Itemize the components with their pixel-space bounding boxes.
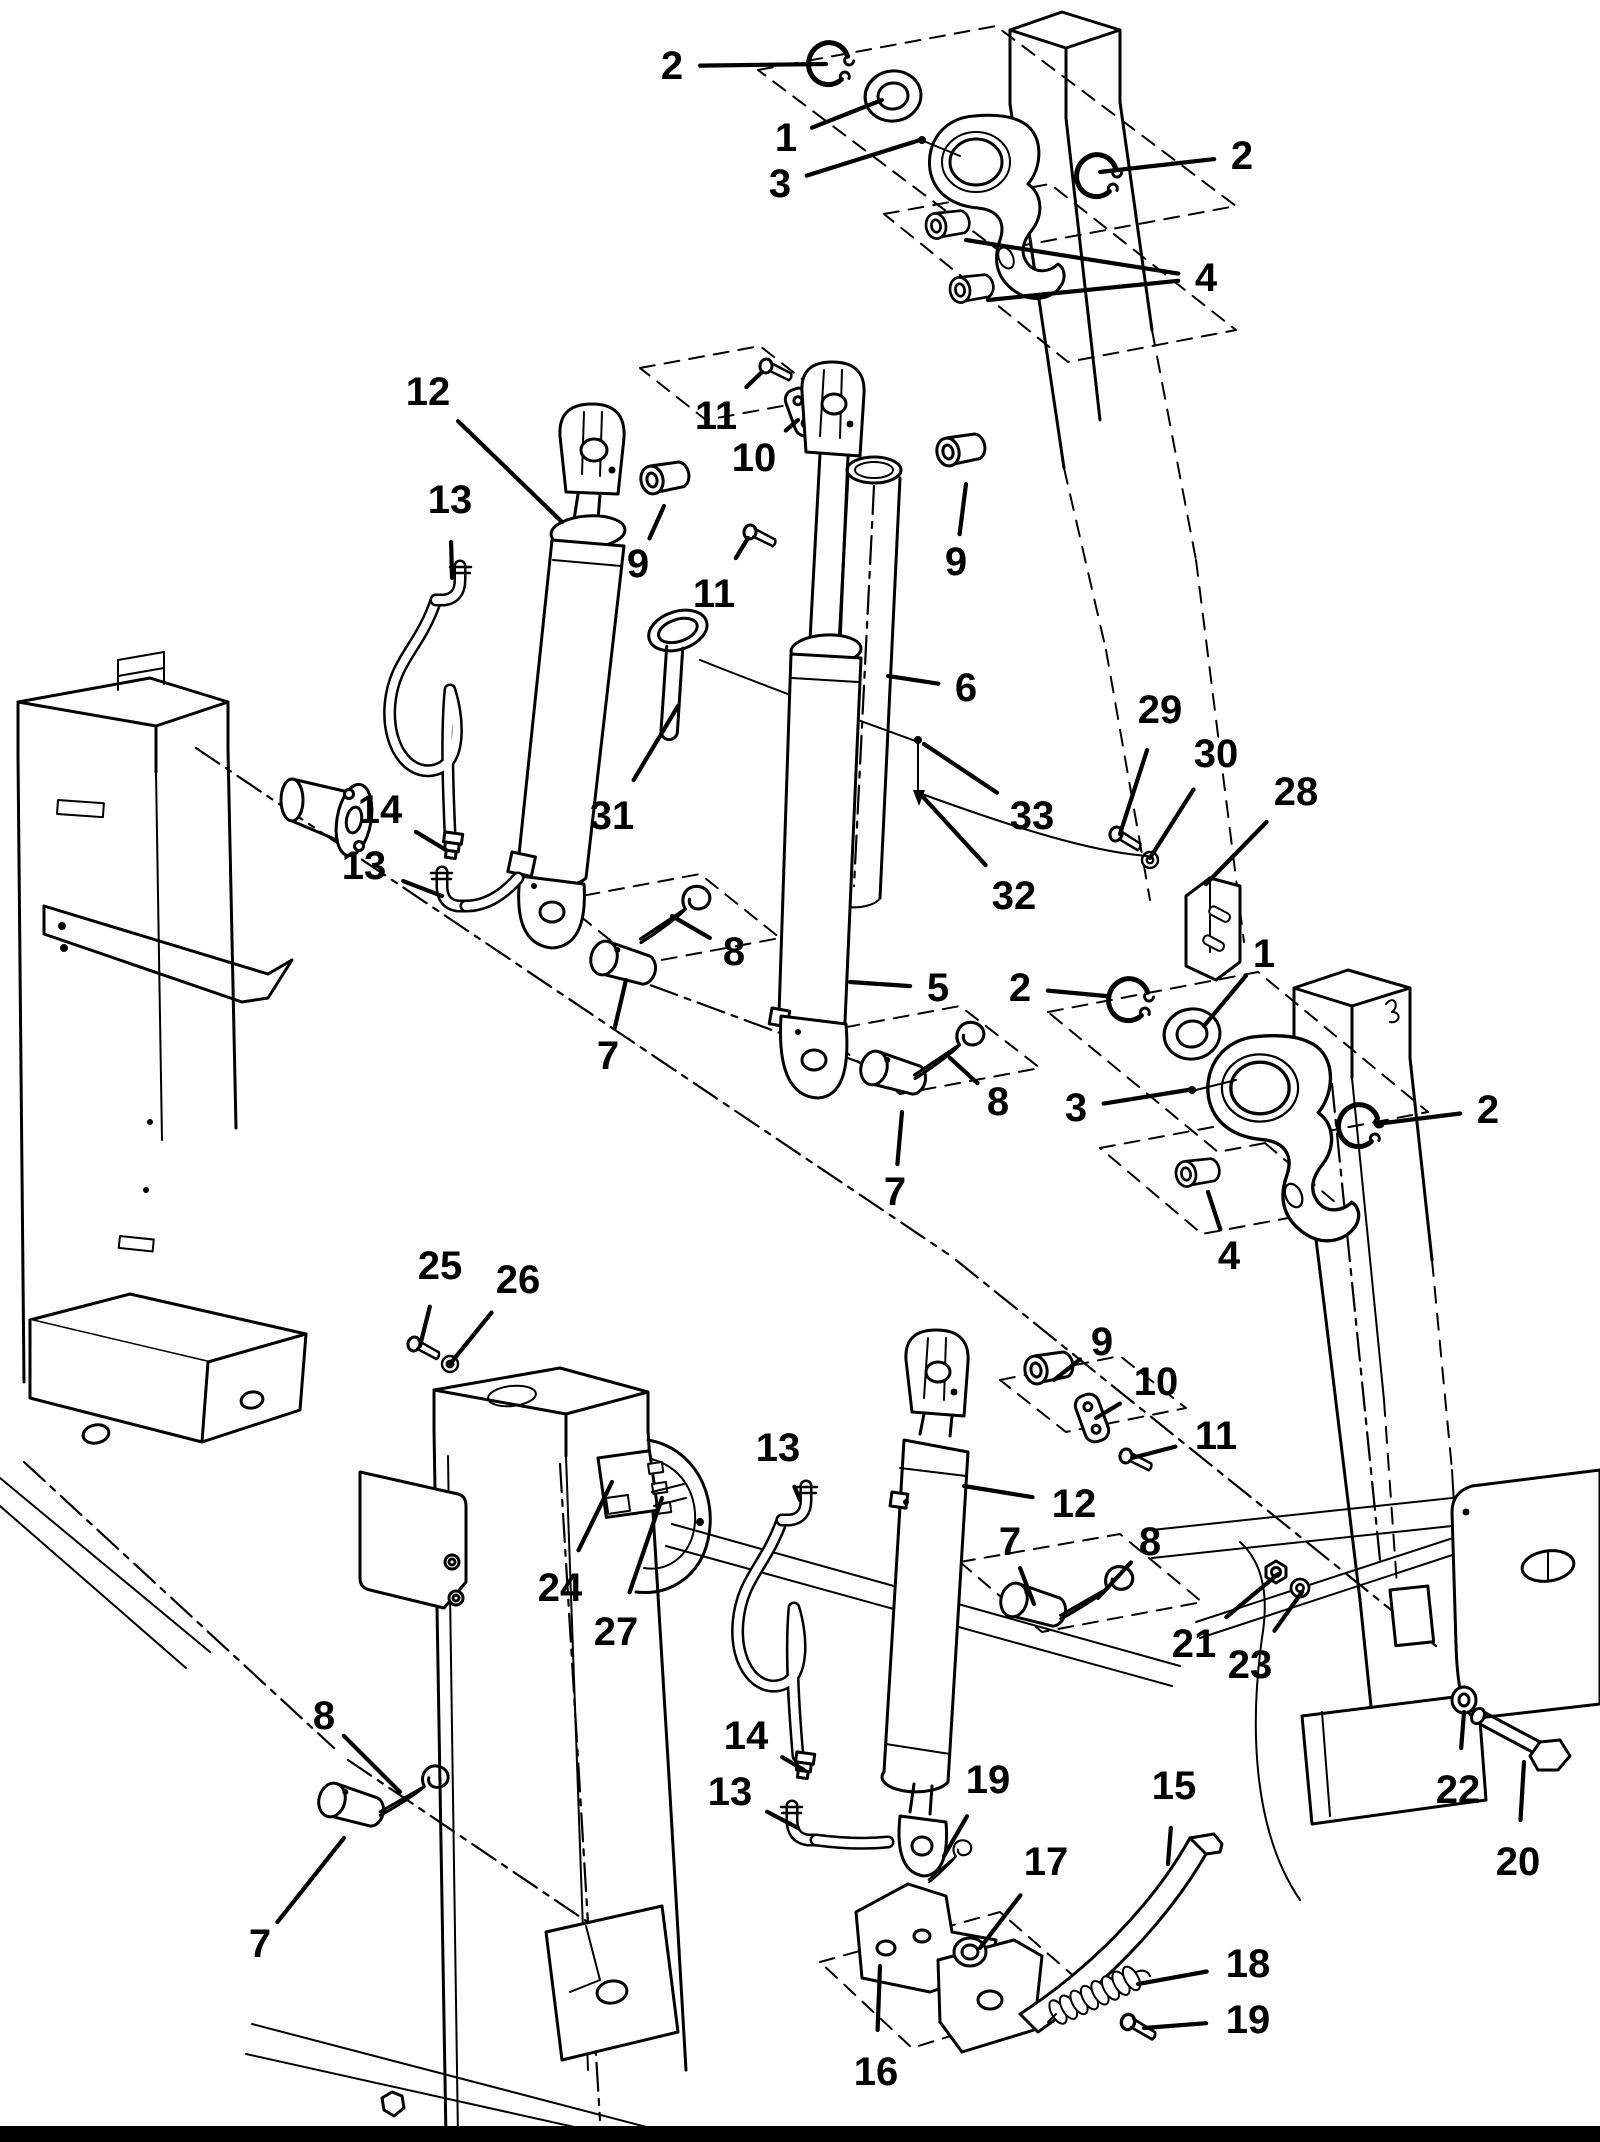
callout-2 bbox=[1100, 134, 1253, 178]
callout-3 bbox=[1065, 1086, 1188, 1130]
cylinder-lower bbox=[882, 1330, 968, 1876]
snap-ring bbox=[1072, 150, 1125, 202]
callout-2 bbox=[1009, 966, 1106, 1010]
mast-top-right bbox=[1010, 12, 1152, 468]
callout-number: 13 bbox=[707, 1770, 753, 1814]
callout-number: 9 bbox=[626, 542, 650, 586]
page-edge-bar bbox=[0, 2126, 1600, 2142]
callout-4 bbox=[1208, 1192, 1241, 1278]
callout-24 bbox=[538, 1482, 612, 1610]
callout-number: 18 bbox=[1225, 1942, 1271, 1986]
callout-7 bbox=[249, 1838, 344, 1966]
cotter-pin-8 bbox=[908, 1021, 988, 1079]
bushing-right bbox=[1174, 1156, 1221, 1188]
callout-number: 2 bbox=[1008, 966, 1032, 1010]
callout-number: 8 bbox=[1138, 1520, 1162, 1564]
pin-7 bbox=[587, 938, 659, 987]
screw-25 bbox=[406, 1336, 442, 1359]
callout-number: 1 bbox=[774, 116, 798, 160]
washer-22 bbox=[1452, 1687, 1476, 1713]
callout-number: 29 bbox=[1137, 688, 1183, 732]
bushing-9 bbox=[934, 431, 987, 468]
callout-number: 22 bbox=[1435, 1768, 1481, 1812]
retainer-bracket bbox=[1186, 878, 1240, 980]
callout-number: 8 bbox=[986, 1080, 1010, 1124]
callout-number: 1 bbox=[1252, 932, 1276, 976]
callout-number: 11 bbox=[1194, 1414, 1238, 1458]
grommet-17 bbox=[954, 1938, 986, 1966]
callout-number: 6 bbox=[954, 666, 978, 710]
callout-number: 10 bbox=[731, 436, 777, 480]
callout-27 bbox=[594, 1498, 662, 1654]
callout-25 bbox=[418, 1244, 463, 1346]
keeper-plate-10 bbox=[1073, 1391, 1112, 1444]
bushing-9 bbox=[638, 459, 691, 496]
callout-2 bbox=[1376, 1088, 1499, 1132]
callout-number: 19 bbox=[965, 1758, 1011, 1802]
callout-number: 8 bbox=[722, 930, 746, 974]
callout-number: 9 bbox=[944, 540, 968, 584]
callout-10 bbox=[1096, 1360, 1178, 1418]
callout-number: 12 bbox=[1051, 1482, 1097, 1526]
cotter-pin-8 bbox=[1058, 1566, 1136, 1619]
straight-fitting bbox=[441, 832, 462, 859]
callout-13 bbox=[342, 844, 442, 896]
callout-number: 11 bbox=[694, 394, 738, 438]
callout-6 bbox=[888, 666, 977, 710]
callout-number: 25 bbox=[417, 1244, 463, 1288]
callout-7 bbox=[597, 980, 626, 1078]
callout-9 bbox=[945, 484, 967, 584]
callout-number: 16 bbox=[853, 2050, 899, 2094]
callout-number: 24 bbox=[537, 1566, 583, 1610]
callout-number: 4 bbox=[1194, 256, 1218, 300]
frame-plate-right bbox=[1452, 1470, 1600, 1718]
callout-5 bbox=[850, 966, 949, 1010]
callout-number: 30 bbox=[1193, 732, 1239, 776]
callout-number: 23 bbox=[1227, 1643, 1273, 1687]
callout-number: 2 bbox=[1230, 134, 1254, 178]
bushing-pair-top bbox=[924, 208, 995, 304]
callout-8 bbox=[313, 1694, 400, 1792]
callout-28 bbox=[1206, 770, 1318, 884]
callout-9 bbox=[627, 506, 664, 586]
snap-ring bbox=[1334, 1100, 1387, 1152]
linkage-bracket-16 bbox=[856, 1884, 1042, 2052]
callout-number: 5 bbox=[926, 966, 950, 1010]
mast-upper-left bbox=[18, 652, 306, 1446]
callout-number: 20 bbox=[1495, 1840, 1541, 1884]
callout-number: 19 bbox=[1225, 1998, 1271, 2042]
elbow-fitting bbox=[781, 1806, 888, 1843]
callout-number: 12 bbox=[405, 370, 451, 414]
callout-8 bbox=[950, 1058, 1009, 1124]
callout-number: 21 bbox=[1171, 1622, 1217, 1666]
callout-12 bbox=[964, 1482, 1096, 1526]
callout-11 bbox=[695, 372, 762, 438]
callout-number: 8 bbox=[312, 1694, 336, 1738]
callout-number: 27 bbox=[593, 1610, 639, 1654]
callout-7 bbox=[884, 1112, 906, 1214]
callout-number: 7 bbox=[596, 1034, 620, 1078]
pivot-bracket-top bbox=[929, 115, 1064, 298]
lanyard-cable bbox=[700, 660, 1148, 856]
callout-2 bbox=[661, 44, 826, 88]
callout-number: 17 bbox=[1023, 1840, 1069, 1884]
mast-lower-center bbox=[434, 1368, 710, 2138]
callout-11 bbox=[693, 538, 748, 616]
bearing-top bbox=[862, 67, 924, 124]
callout-18 bbox=[1138, 1942, 1270, 1986]
callout-number: 11 bbox=[692, 572, 736, 616]
callout-number: 26 bbox=[495, 1258, 541, 1302]
callout-number: 14 bbox=[723, 1714, 769, 1758]
callout-14 bbox=[358, 788, 446, 850]
callout-17 bbox=[980, 1840, 1068, 1948]
callout-number: 2 bbox=[1476, 1088, 1500, 1132]
callout-number: 14 bbox=[357, 788, 403, 832]
callout-19 bbox=[1144, 1998, 1270, 2042]
callout-number: 3 bbox=[1064, 1086, 1088, 1130]
callout-number: 33 bbox=[1009, 794, 1055, 838]
callout-number: 13 bbox=[755, 1426, 801, 1470]
callout-number: 4 bbox=[1217, 1234, 1241, 1278]
callout-11 bbox=[1132, 1414, 1237, 1458]
callout-number: 32 bbox=[991, 874, 1037, 918]
callout-number: 7 bbox=[248, 1922, 272, 1966]
callout-number: 7 bbox=[883, 1170, 907, 1214]
elbow-fitting bbox=[782, 1486, 817, 1520]
callout-number: 7 bbox=[998, 1520, 1022, 1564]
callout-13 bbox=[756, 1426, 801, 1500]
callout-9 bbox=[1054, 1320, 1113, 1380]
shield-plate bbox=[360, 1472, 466, 1608]
pivot-bracket-right bbox=[1208, 1036, 1359, 1241]
callout-number: 9 bbox=[1090, 1320, 1114, 1364]
pin-7 bbox=[315, 1780, 387, 1829]
callout-30 bbox=[1150, 732, 1238, 858]
elbow-fitting bbox=[431, 872, 518, 906]
callout-29 bbox=[1120, 688, 1182, 834]
callout-number: 3 bbox=[768, 162, 792, 206]
callout-number: 10 bbox=[1133, 1360, 1179, 1404]
callout-number: 31 bbox=[589, 794, 635, 838]
callout-13 bbox=[708, 1770, 798, 1828]
callout-19 bbox=[944, 1758, 1010, 1856]
bolt-11 bbox=[742, 524, 777, 546]
callout-8 bbox=[672, 916, 745, 974]
callout-number: 28 bbox=[1273, 770, 1319, 814]
callout-20 bbox=[1496, 1762, 1541, 1884]
callout-number: 15 bbox=[1151, 1764, 1197, 1808]
callout-33 bbox=[924, 744, 1054, 838]
callout-number: 13 bbox=[341, 844, 387, 888]
callout-number: 2 bbox=[660, 44, 684, 88]
bolt-11 bbox=[1118, 1448, 1153, 1470]
callout-number: 13 bbox=[427, 478, 473, 522]
callout-26 bbox=[450, 1258, 540, 1364]
callout-10 bbox=[732, 420, 798, 480]
